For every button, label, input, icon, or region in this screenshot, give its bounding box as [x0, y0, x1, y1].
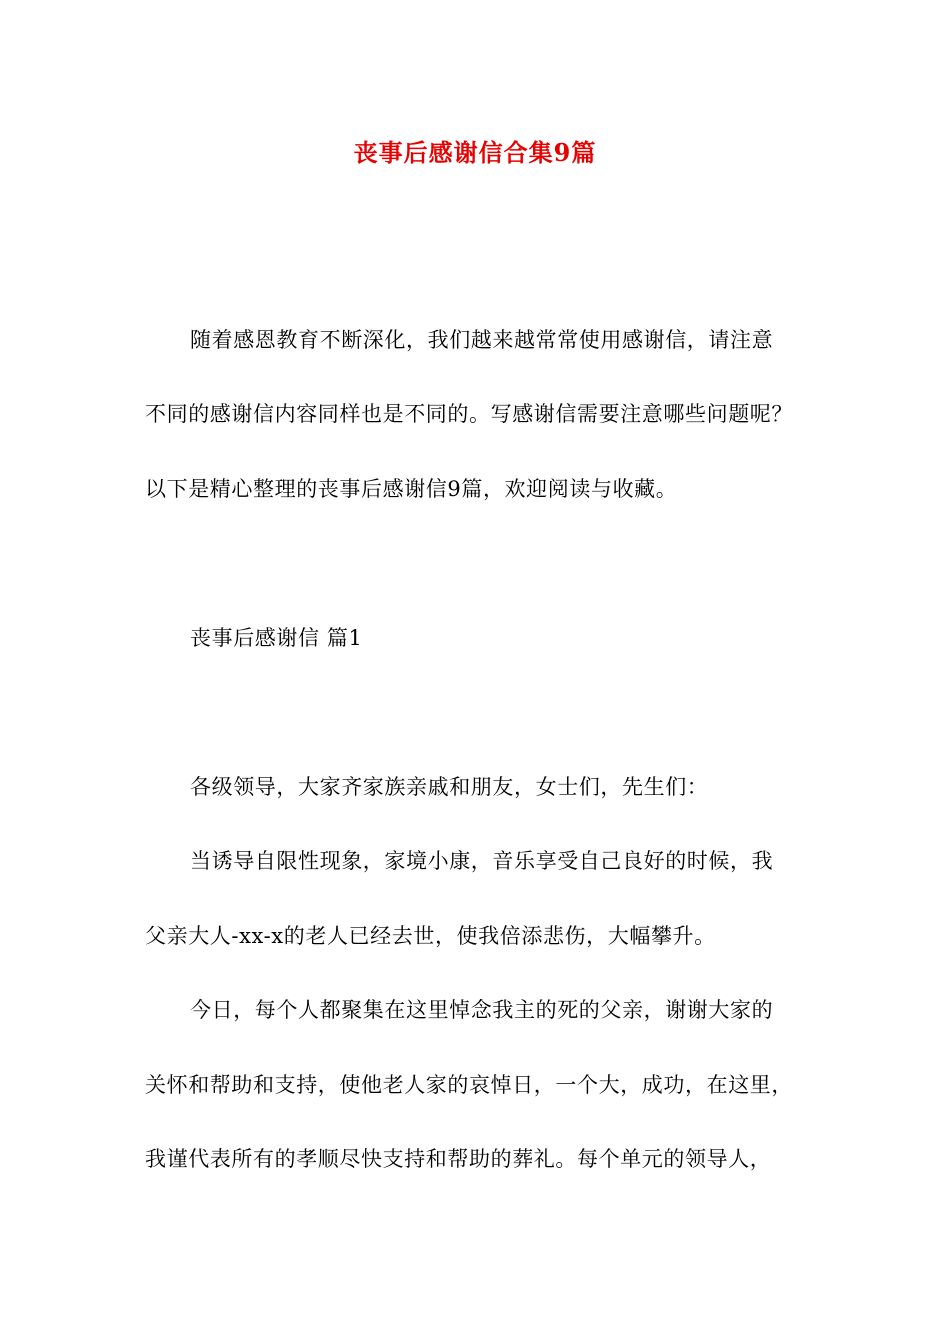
body-line: 当诱导自限性现象，家境小康，音乐享受自己良好的时候，我 [190, 849, 774, 873]
body-line: 我谨代表所有的孝顺尽快支持和帮助的葬礼。每个单元的领导人， [145, 1147, 772, 1171]
intro-line: 随着感恩教育不断深化，我们越来越常常使用感谢信，请注意 [190, 328, 774, 352]
intro-line: 以下是精心整理的丧事后感谢信9篇，欢迎阅读与收藏。 [145, 477, 678, 501]
body-line: 关怀和帮助和支持，使他老人家的哀悼日，一个大，成功，在这里， [145, 1073, 793, 1097]
body-line: 各级领导，大家齐家族亲戚和朋友，女士们，先生们： [190, 775, 709, 799]
body-line: 父亲大人-xx-x的老人已经去世，使我倍添悲伤，大幅攀升。 [145, 924, 716, 948]
document-title: 丧事后感谢信合集9篇 [353, 138, 597, 167]
intro-line: 不同的感谢信内容同样也是不同的。写感谢信需要注意哪些问题呢？ [145, 402, 793, 426]
body-line: 今日，每个人都聚集在这里悼念我主的死的父亲，谢谢大家的 [190, 998, 774, 1022]
section-heading: 丧事后感谢信 篇1 [190, 626, 363, 650]
